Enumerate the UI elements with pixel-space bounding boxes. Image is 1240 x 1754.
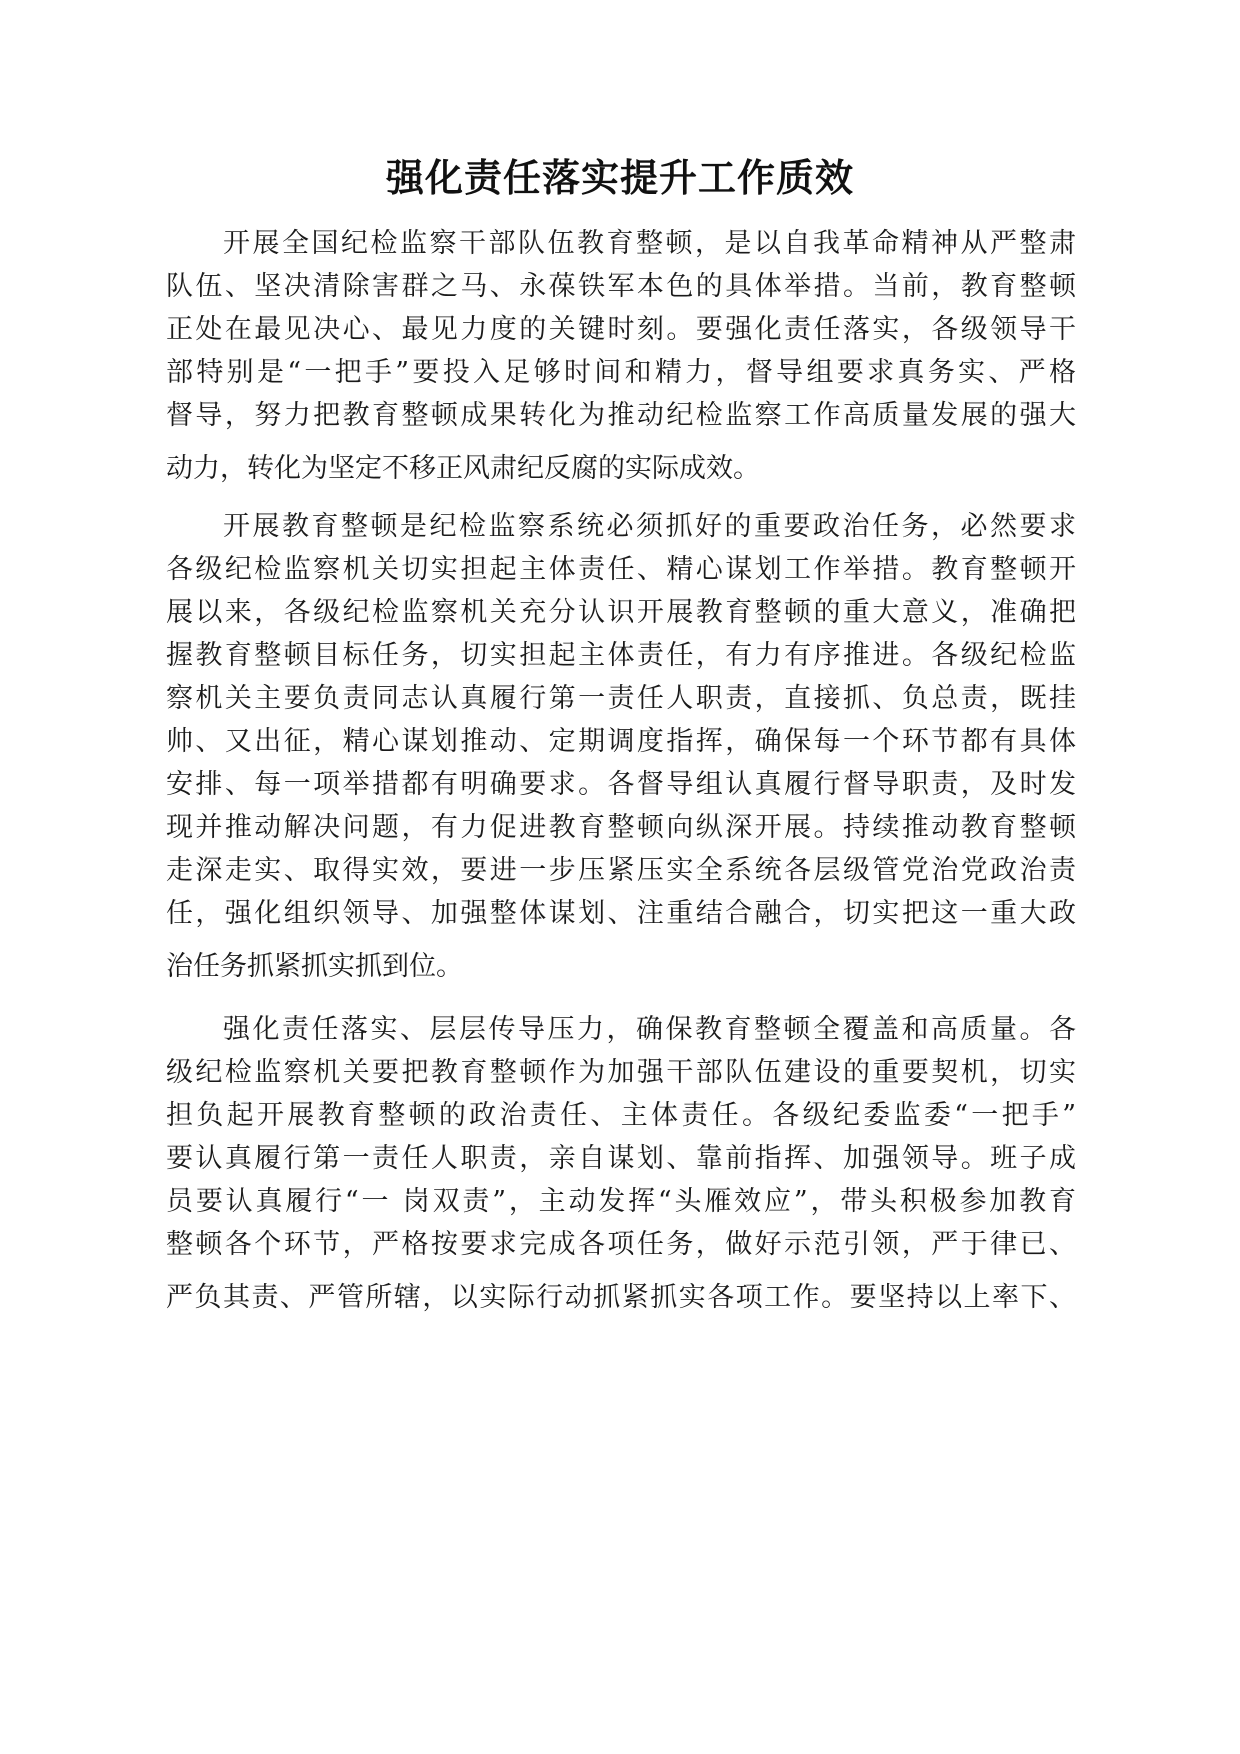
paragraph-line: 督导，努力把教育整顿成果转化为推动纪检监察工作高质量发展的强大	[166, 400, 1076, 431]
paragraph-line: 严负其责、严管所辖，以实际行动抓紧抓实各项工作。要坚持以上率下、	[166, 1282, 1076, 1313]
paragraph-line: 整顿各个环节，严格按要求完成各项任务，做好示范引领，严于律已、	[166, 1229, 1076, 1260]
paragraph-3	[166, 1008, 1076, 1319]
paragraph-line: 员要认真履行“一 岗双责”，主动发挥“头雁效应”，带头积极参加教育	[166, 1186, 1076, 1217]
paragraph-2	[166, 505, 1076, 988]
paragraph-line: 走深走实、取得实效，要进一步压紧压实全系统各层级管党治党政治责	[166, 855, 1076, 886]
paragraph-line: 治任务抓紧抓实抓到位。	[166, 951, 463, 982]
paragraph-line: 展以来，各级纪检监察机关充分认识开展教育整顿的重大意义，准确把	[166, 597, 1076, 628]
paragraph-line: 开展全国纪检监察干部队伍教育整顿，是以自我革命精神从严整肃	[223, 228, 1076, 259]
paragraph-line: 担负起开展教育整顿的政治责任、主体责任。各级纪委监委“一把手”	[166, 1100, 1076, 1131]
paragraph-line: 各级纪检监察机关切实担起主体责任、精心谋划工作举措。教育整顿开	[166, 554, 1076, 585]
paragraph-line: 现并推动解决问题，有力促进教育整顿向纵深开展。持续推动教育整顿	[166, 812, 1076, 843]
paragraph-line: 动力，转化为坚定不移正风肃纪反腐的实际成效。	[166, 453, 760, 484]
paragraph-line: 级纪检监察机关要把教育整顿作为加强干部队伍建设的重要契机，切实	[166, 1057, 1076, 1088]
document-title: 强化责任落实提升工作质效	[385, 155, 854, 200]
paragraph-line: 强化责任落实、层层传导压力，确保教育整顿全覆盖和高质量。各	[223, 1014, 1076, 1045]
paragraph-line: 安排、每一项举措都有明确要求。各督导组认真履行督导职责，及时发	[166, 769, 1076, 800]
paragraph-line: 握教育整顿目标任务，切实担起主体责任，有力有序推进。各级纪检监	[166, 640, 1076, 671]
paragraph-line: 正处在最见决心、最见力度的关键时刻。要强化责任落实，各级领导干	[166, 314, 1076, 345]
paragraph-line: 部特别是“一把手”要投入足够时间和精力，督导组要求真务实、严格	[166, 357, 1076, 388]
paragraph-1	[166, 222, 1076, 490]
paragraph-line: 帅、又出征，精心谋划推动、定期调度指挥，确保每一个环节都有具体	[166, 726, 1076, 757]
paragraph-line: 任，强化组织领导、加强整体谋划、注重结合融合，切实把这一重大政	[166, 898, 1076, 929]
paragraph-line: 开展教育整顿是纪检监察系统必须抓好的重要政治任务，必然要求	[223, 511, 1076, 542]
paragraph-line: 察机关主要负责同志认真履行第一责任人职责，直接抓、负总责，既挂	[166, 683, 1076, 714]
paragraph-line: 队伍、坚决清除害群之马、永葆铁军本色的具体举措。当前，教育整顿	[166, 271, 1076, 302]
paragraph-line: 要认真履行第一责任人职责，亲自谋划、靠前指挥、加强领导。班子成	[166, 1143, 1076, 1174]
